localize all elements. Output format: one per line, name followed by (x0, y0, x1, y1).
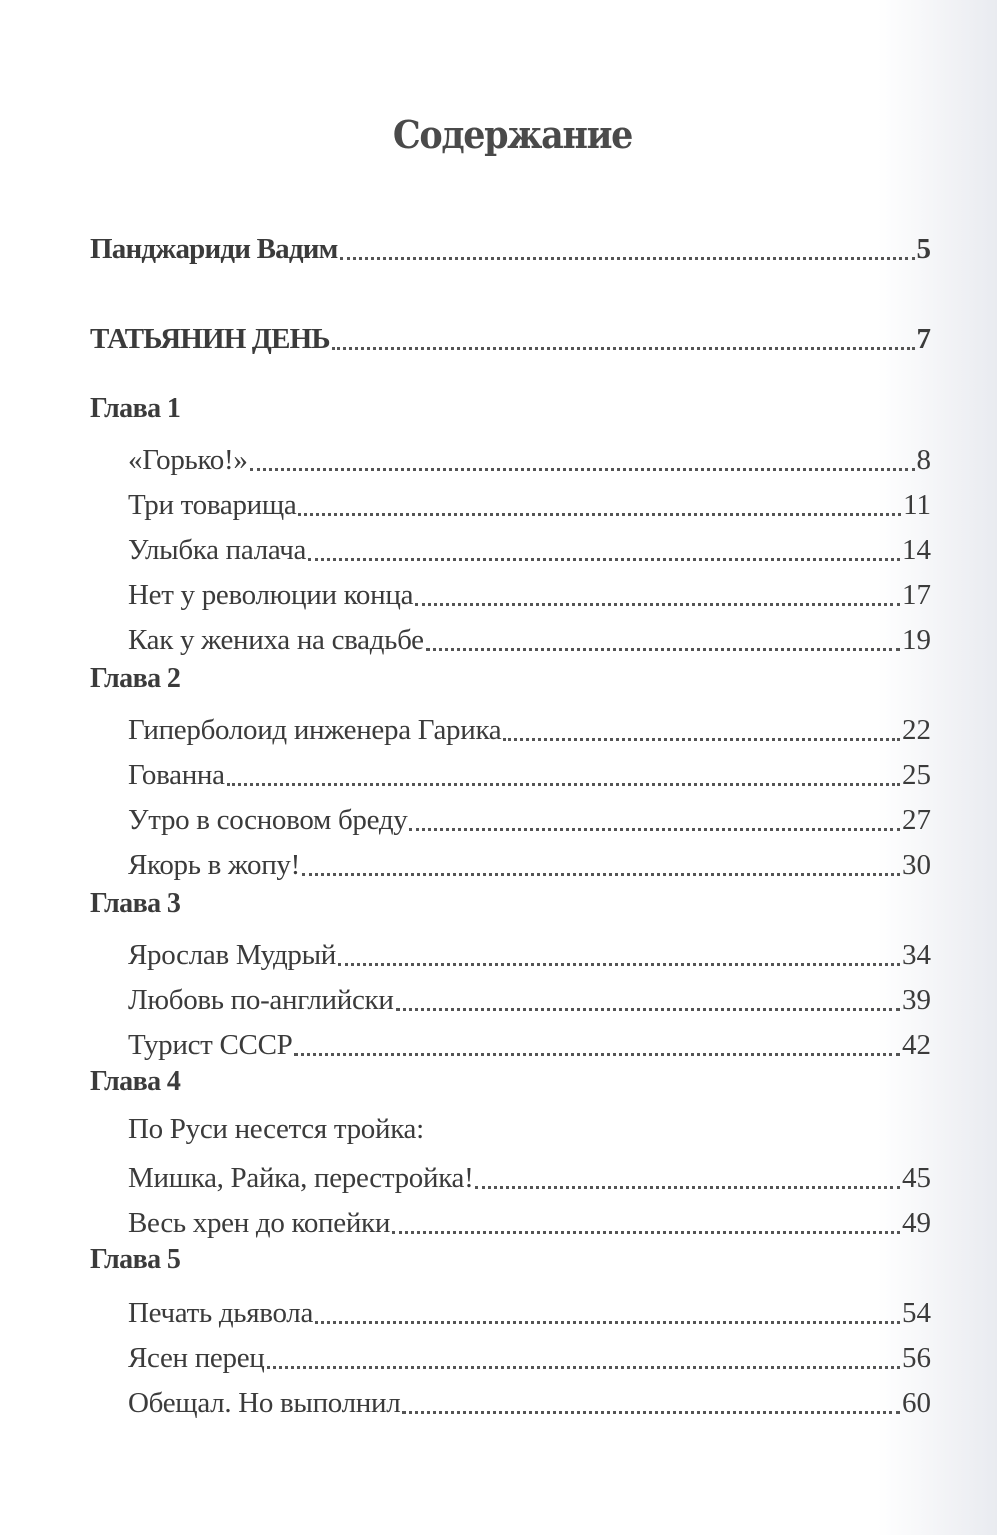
toc-entry-label: Любовь по-английски (128, 984, 394, 1016)
toc-page-number: 5 (916, 233, 931, 265)
toc-page-number: 8 (916, 444, 931, 476)
toc-page-number: 42 (902, 1029, 931, 1061)
page-title: Содержание (392, 112, 632, 157)
toc-page-number: 56 (902, 1342, 931, 1374)
toc-entry-label: Весь хрен до копейки (128, 1207, 391, 1239)
toc-entry[interactable] (0, 437, 997, 477)
chapter-heading: Глава 2 (90, 663, 181, 694)
dot-leader (392, 1231, 900, 1234)
toc-entry[interactable] (0, 977, 997, 1017)
toc-page-number: 60 (902, 1387, 931, 1419)
dot-leader (298, 513, 901, 516)
toc-page-number: 27 (902, 804, 931, 836)
dot-leader (315, 1321, 900, 1324)
toc-entry-author[interactable] (0, 226, 997, 266)
toc-entry[interactable] (0, 572, 997, 612)
toc-page-number: 22 (902, 714, 931, 746)
dot-leader (402, 1411, 900, 1414)
toc-entry-label: Якорь в жопу! (128, 849, 300, 881)
toc-page-number: 49 (902, 1207, 931, 1239)
toc-entry[interactable] (0, 1200, 997, 1240)
toc-entry[interactable] (0, 1290, 997, 1330)
toc-entry-part[interactable] (0, 316, 997, 356)
toc-page-number: 7 (916, 323, 931, 355)
toc-entry[interactable] (0, 1335, 997, 1375)
dot-leader (250, 468, 915, 471)
toc-entry-label: «Горько!» (128, 444, 248, 476)
toc-page-number: 54 (902, 1297, 931, 1329)
toc-entry-label: Гиперболоид инженера Гарика (128, 714, 502, 746)
dot-leader (340, 257, 915, 260)
toc-entry[interactable] (0, 752, 997, 792)
chapter-heading: Глава 1 (90, 393, 181, 424)
toc-entry-label: Турист СССР (128, 1029, 293, 1061)
toc-entry-label: Улыбка палача (128, 534, 307, 566)
toc-entry-label: Обещал. Но выполнил (128, 1387, 401, 1419)
toc-entry-label: Печать дьявола (128, 1297, 314, 1329)
toc-page-number: 19 (902, 624, 931, 656)
toc-entry[interactable] (0, 1022, 997, 1062)
toc-entry-label: Как у жениха на свадьбе (128, 624, 424, 656)
toc-entry-label: Мишка, Райка, перестройка! (128, 1162, 474, 1194)
dot-leader (308, 558, 900, 561)
toc-page-number: 34 (902, 939, 931, 971)
toc-entry-label-line1[interactable]: По Руси несется тройка: (128, 1113, 424, 1145)
toc-page-number: 17 (902, 579, 931, 611)
toc-page-number: 14 (902, 534, 931, 566)
toc-entry[interactable] (0, 482, 997, 522)
dot-leader (267, 1366, 901, 1369)
dot-leader (409, 828, 900, 831)
toc-entry-label: Ярослав Мудрый (128, 939, 337, 971)
toc-entry[interactable] (0, 1155, 997, 1195)
dot-leader (396, 1008, 900, 1011)
toc-entry-label: Три товарища (128, 489, 297, 521)
dot-leader (338, 963, 900, 966)
dot-leader (302, 873, 900, 876)
toc-entry-label: ТАТЬЯНИН ДЕНЬ (90, 323, 330, 355)
chapter-heading: Глава 3 (90, 888, 181, 919)
dot-leader (475, 1186, 900, 1189)
toc-entry-label: Панджариди Вадим (90, 233, 338, 265)
toc-page-number: 30 (902, 849, 931, 881)
dot-leader (426, 648, 900, 651)
toc-entry[interactable] (0, 1380, 997, 1420)
toc-entry[interactable] (0, 707, 997, 747)
toc-page-number: 39 (902, 984, 931, 1016)
toc-page-number: 45 (902, 1162, 931, 1194)
toc-entry-label: Гованна (128, 759, 225, 791)
toc-entry-label: Нет у революции конца (128, 579, 414, 611)
toc-entry[interactable] (0, 617, 997, 657)
dot-leader (294, 1053, 900, 1056)
toc-page-number: 11 (903, 489, 931, 521)
toc-entry[interactable] (0, 842, 997, 882)
toc-entry[interactable] (0, 797, 997, 837)
toc-entry-label: Утро в сосновом бреду (128, 804, 408, 836)
toc-entry-label: Ясен перец (128, 1342, 265, 1374)
chapter-heading: Глава 5 (90, 1244, 181, 1275)
toc-page-number: 25 (902, 759, 931, 791)
dot-leader (415, 603, 900, 606)
dot-leader (227, 783, 900, 786)
dot-leader (332, 347, 915, 350)
toc-entry[interactable] (0, 527, 997, 567)
chapter-heading: Глава 4 (90, 1066, 181, 1097)
dot-leader (503, 738, 900, 741)
toc-entry[interactable] (0, 932, 997, 972)
